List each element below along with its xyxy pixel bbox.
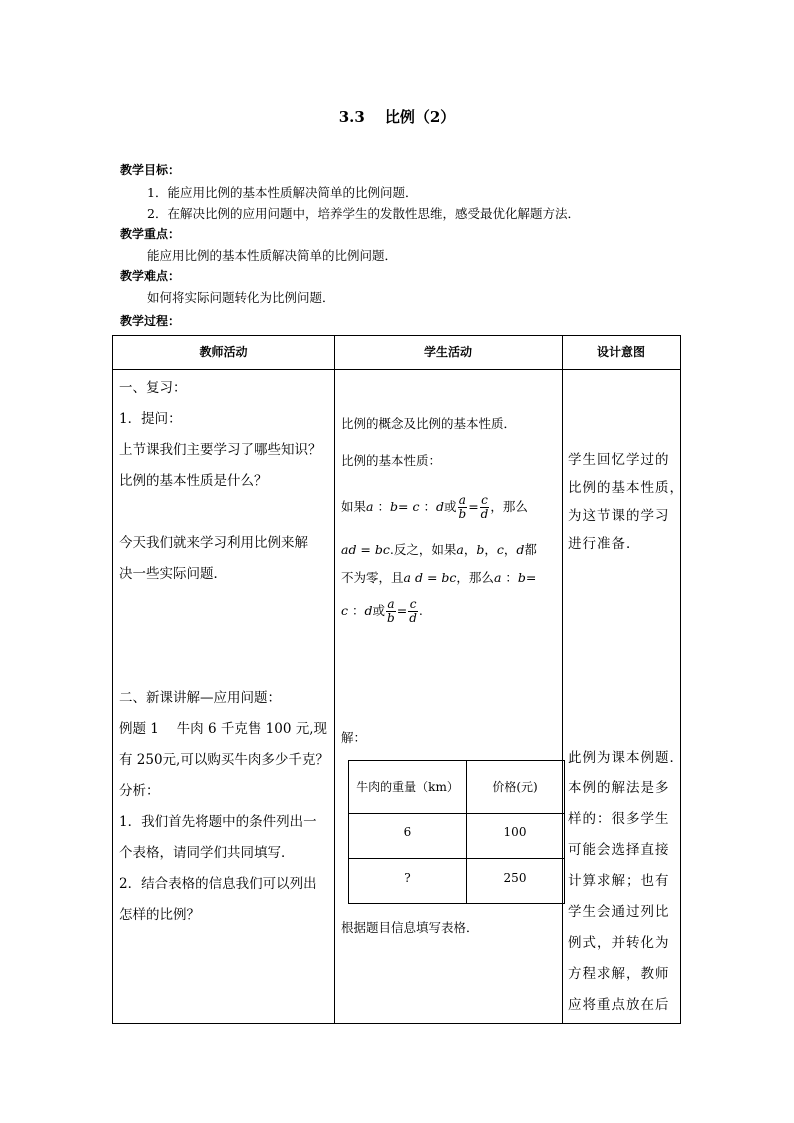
formula-var: b — [389, 499, 398, 514]
property-formula-2: ad = bc.反之，如果a，b，c，d都 — [341, 542, 537, 557]
property-formula-1 — [341, 492, 528, 522]
example-line: 例题 1 牛肉 6 千克售 100 元,现 — [119, 721, 327, 737]
intent-line: 可能会选择直接 — [568, 842, 670, 858]
formula-text: ： — [423, 499, 436, 514]
intent-line: 进行准备． — [568, 536, 641, 552]
intent-line: 学生回忆学过的 — [568, 452, 670, 468]
step-line: 2．结合表格的信息我们可以列出 — [119, 876, 317, 892]
formula-var: c — [412, 499, 420, 514]
formula-text: 或 — [443, 499, 457, 514]
objectives-label: 教学目标： — [120, 163, 181, 177]
intent-line: 应将重点放在后 — [568, 997, 670, 1013]
fraction-c-over-d: $\frac{c}{d}$ — [409, 597, 417, 625]
question-line: 上节课我们主要学习了哪些知识？ — [119, 442, 322, 458]
header-student: 学生活动 — [423, 345, 472, 359]
sub-header: 牛肉的重量（km） — [356, 780, 459, 794]
intent-line: 计算求解；也有 — [568, 873, 670, 889]
intent-line: 本例的解法是多 — [568, 780, 670, 796]
intent-line: 例式，并转化为 — [568, 935, 670, 951]
intent-line: 比例的基本性质， — [568, 480, 684, 496]
solution-label: 解： — [341, 730, 367, 745]
property-formula-4: c ：d或 $\frac{a}{b}$ = $\frac{c}{d}$ . — [341, 597, 423, 625]
section-number: 3.3 — [338, 108, 365, 126]
intent-line: 此例为课本例题． — [568, 750, 684, 766]
sub-row-divider — [349, 858, 564, 859]
new-lesson-heading: 二、新课讲解—应用问题： — [119, 690, 281, 706]
question-line: 比例的基本性质是什么？ — [119, 473, 268, 489]
today-line: 今天我们就来学习利用比例来解 — [119, 535, 308, 551]
today-line: 决一些实际问题． — [119, 566, 227, 582]
formula-text: ，那么 — [456, 570, 494, 585]
formula-text: .反之，如果 — [389, 542, 457, 557]
formula-expr: a d — [403, 570, 423, 585]
difficulties-text: 如何将实际问题转化为比例问题． — [147, 290, 335, 305]
header-intent: 设计意图 — [596, 345, 645, 359]
sub-cell: 6 — [403, 825, 412, 839]
intent-line: 样的：很多学生 — [568, 811, 670, 827]
question-label: 1．提问： — [119, 411, 182, 427]
key-points-label: 教学重点： — [120, 227, 181, 241]
property-formula-3: 不为零，且a d = bc，那么a ：b= — [341, 570, 537, 585]
sub-row-divider — [349, 813, 564, 814]
formula-var: a — [366, 499, 374, 514]
header-teacher: 教师活动 — [199, 345, 248, 359]
section-title: 比例（2） — [384, 108, 456, 126]
fraction-a-over-b: $\frac{a}{b}$ — [458, 493, 467, 521]
objective-item: 1．能应用比例的基本性质解决简单的比例问题． — [147, 185, 418, 200]
analysis-label: 分析： — [119, 783, 160, 799]
formula-text: ： — [377, 499, 390, 514]
student-line: 比例的概念及比例的基本性质． — [341, 416, 517, 431]
column-divider — [562, 336, 563, 1023]
formula-text: ，那么 — [490, 499, 528, 514]
page-title — [0, 106, 794, 127]
sub-cell: 100 — [503, 825, 527, 839]
column-divider — [334, 336, 335, 1023]
intent-line: 方程求解，教师 — [568, 966, 670, 982]
fraction-a-over-b: $\frac{a}{b}$ — [387, 597, 395, 625]
formula-text: 如果 — [341, 499, 367, 514]
sub-cell: ? — [404, 871, 411, 885]
header-divider — [113, 369, 680, 370]
key-points-text: 能应用比例的基本性质解决简单的比例问题． — [147, 248, 398, 263]
step-line: 怎样的比例？ — [119, 907, 200, 923]
formula-var: d — [435, 499, 444, 514]
review-heading: 一、复习： — [119, 380, 187, 396]
objective-item: 2．在解决比例的应用问题中，培养学生的发散性思维，感受最优化解题方法． — [147, 206, 580, 221]
fraction-c-over-d: $\frac{c}{d}$ — [480, 493, 489, 521]
sub-cell: 250 — [503, 871, 527, 885]
sub-header: 价格(元) — [492, 780, 538, 794]
step-line: 个表格，请同学们共同填写． — [119, 845, 295, 861]
formula-text: 不为零，且 — [341, 570, 404, 585]
formula-text: 都 — [524, 542, 537, 557]
example-line: 有 250元,可以购买牛肉多少千克？ — [119, 752, 329, 768]
fill-note: 根据题目信息填写表格． — [341, 920, 479, 935]
step-line: 1．我们首先将题中的条件列出一 — [119, 814, 317, 830]
formula-text: = — [468, 499, 479, 514]
intent-line: 学生会通过列比 — [568, 904, 670, 920]
intent-line: 为这节课的学习 — [568, 508, 670, 524]
formula-text: = — [397, 499, 409, 514]
process-label: 教学过程： — [120, 314, 181, 328]
student-line: 比例的基本性质： — [341, 453, 442, 468]
formula-expr: ad = bc — [341, 542, 390, 557]
difficulties-label: 教学难点： — [120, 269, 181, 283]
data-table — [348, 760, 565, 904]
